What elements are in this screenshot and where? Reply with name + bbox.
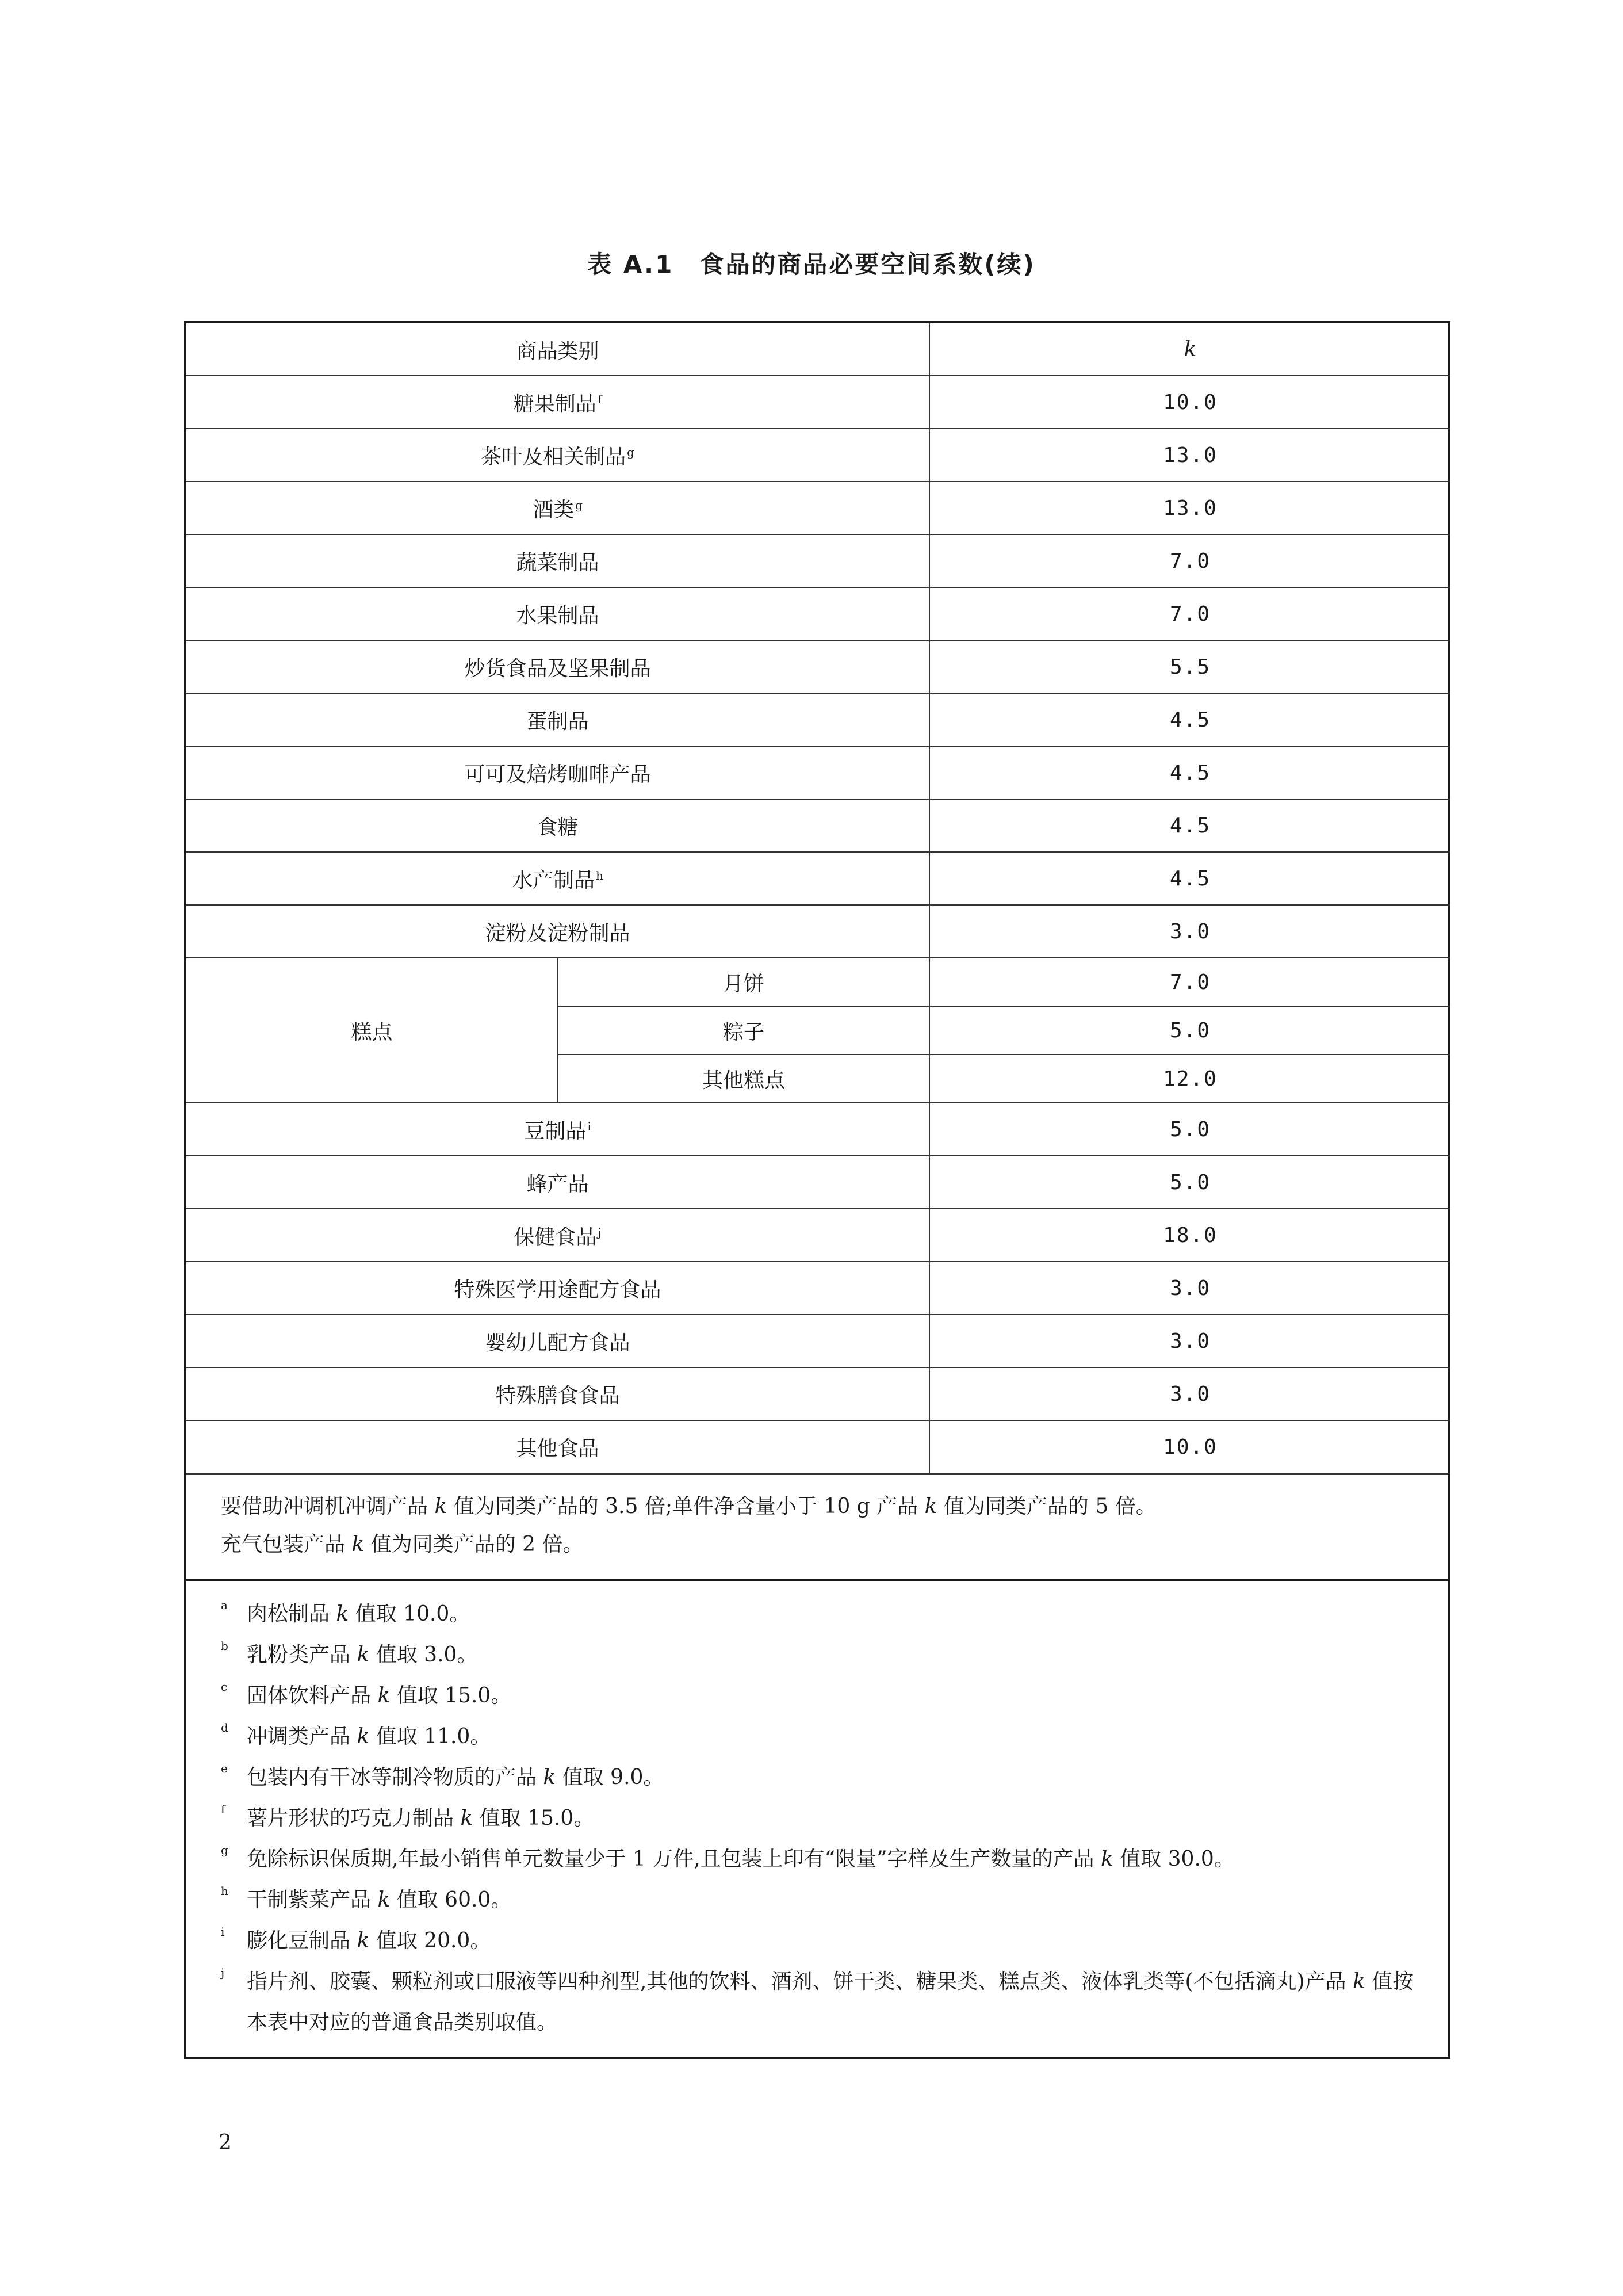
note-1-text-a: 要借助冲调机冲调产品 [221,1495,435,1518]
category-label: 可可及焙烤咖啡产品 [464,762,651,786]
footnote-text [247,1716,1431,1757]
category-label: 特殊膳食食品 [495,1384,620,1408]
table-row [186,1103,1450,1156]
footnote-letter: j [221,1966,225,1980]
category-label: 蔬菜制品 [516,551,599,575]
footnote-letter: a [221,1598,228,1612]
category-label: 豆制品 [524,1119,587,1143]
k-value-cell: 10.0 [929,1420,1450,1473]
k-value-cell: 12.0 [929,1055,1450,1103]
table-row [186,1156,1450,1209]
footnote-k: k [460,1806,473,1830]
k-value-cell: 18.0 [929,1209,1450,1262]
k-value-cell: 3.0 [929,1262,1450,1315]
footnote-text-post: 值取 15.0。 [473,1806,595,1830]
k-value-cell: 13.0 [929,482,1450,534]
category-label: 蛋制品 [526,709,589,734]
footnote-mark: f [597,392,602,406]
header-k: k [929,323,1450,376]
table-row [186,852,1450,905]
category-cell [186,640,929,693]
note-2-text-b: 值为同类产品的 2 倍。 [364,1533,584,1556]
table-row [186,746,1450,799]
footnote-k: k [377,1888,391,1912]
footnote-item [221,1798,1431,1839]
category-label: 蜂产品 [526,1172,589,1196]
k-value-cell: 7.0 [929,958,1450,1006]
page-number: 2 [219,2131,232,2154]
category-label: 婴幼儿配方食品 [485,1331,630,1355]
footnote-k: k [336,1602,349,1626]
footnote-item [221,1879,1431,1920]
note-line-2 [221,1526,1414,1564]
footnote-k: k [357,1929,370,1953]
footnote-text-pre: 膨化豆制品 [247,1929,357,1953]
note-1-k: k [434,1495,447,1518]
k-value-cell: 5.5 [929,640,1450,693]
footnote-text-post: 值取 20.0。 [369,1929,491,1953]
footnote-mark: h [596,868,603,883]
note-1-text-c: 值为同类产品的 5 倍。 [937,1495,1157,1518]
category-label: 水果制品 [516,603,599,628]
footnote-text-pre: 包装内有干冰等制冷物质的产品 [247,1766,543,1789]
footnote-mark: g [627,445,634,459]
subcategory-cell: 月饼 [558,958,929,1006]
footnote-text [247,1798,1431,1839]
category-cell [186,1156,929,1209]
category-cell [186,905,929,958]
footnote-text-post: 值取 3.0。 [369,1643,478,1667]
table-row [186,1315,1450,1367]
subcategory-cell: 其他糕点 [558,1055,929,1103]
k-value-cell: 3.0 [929,905,1450,958]
category-cell [186,429,929,482]
footnote-item [221,1961,1431,2043]
footnote-text [247,1839,1431,1879]
footnote-text-post: 值取 11.0。 [369,1725,491,1748]
footnote-text [247,1879,1431,1920]
footnote-text-post: 值取 15.0。 [390,1684,512,1707]
table-row [186,587,1450,640]
table-row [186,693,1450,746]
k-value-cell: 3.0 [929,1367,1450,1420]
subcategory-cell: 粽子 [558,1006,929,1055]
footnote-letter: f [221,1802,225,1816]
category-cell [186,1103,929,1156]
k-value-cell: 5.0 [929,1006,1450,1055]
footnote-k: k [377,1684,391,1707]
footnote-text-pre: 免除标识保质期,年最小销售单元数量少于 1 万件,且包装上印有“限量”字样及生产数量的产品 [247,1847,1101,1871]
k-value-cell: 4.5 [929,852,1450,905]
footnote-text [247,1961,1431,2043]
group-cell-pastry: 糕点 [186,958,558,1103]
footnote-mark: j [598,1225,602,1239]
table-row [186,1262,1450,1315]
footnotes [186,1579,1448,2057]
table-row-sub [186,958,1450,1006]
category-cell [186,746,929,799]
note-line-1 [221,1488,1414,1526]
footnote-item [221,1675,1431,1716]
category-cell [186,693,929,746]
category-cell [186,1420,929,1473]
table-row [186,376,1450,429]
category-cell [186,1262,929,1315]
category-cell [186,799,929,852]
note-1-text-b: 值为同类产品的 3.5 倍;单件净含量小于 10 g 产品 [447,1495,925,1518]
footnote-text [247,1920,1431,1961]
category-cell [186,1315,929,1367]
k-value-cell: 4.5 [929,746,1450,799]
k-value-cell: 5.0 [929,1156,1450,1209]
k-value-cell: 7.0 [929,534,1450,587]
footnote-text [247,1675,1431,1716]
table-row [186,905,1450,958]
footnote-text [247,1594,1431,1634]
category-label: 保健食品 [514,1225,597,1249]
footnote-text-pre: 指片剂、胶囊、颗粒剂或口服液等四种剂型,其他的饮料、酒剂、饼干类、糖果类、糕点类、液体乳类等(不包括滴丸)产品 [247,1970,1353,1993]
k-value-cell: 3.0 [929,1315,1450,1367]
footnote-text-pre: 冲调类产品 [247,1725,357,1748]
footnote-text [247,1757,1431,1798]
note-1-k2: k [924,1495,937,1518]
footnote-text-post: 值取 10.0。 [349,1602,470,1626]
footnote-letter: e [221,1762,228,1775]
footnote-text-pre: 乳粉类产品 [247,1643,357,1667]
footnote-text [247,1634,1431,1675]
footnote-item [221,1920,1431,1961]
footnote-letter: b [221,1639,228,1653]
note-2-text-a: 充气包装产品 [221,1533,352,1556]
k-value-cell: 10.0 [929,376,1450,429]
footnote-item [221,1839,1431,1879]
category-label: 特殊医学用途配方食品 [454,1278,661,1302]
table-row [186,1420,1450,1473]
footnote-text-pre: 干制紫菜产品 [247,1888,378,1912]
footnote-letter: c [221,1680,228,1694]
table-row [186,640,1450,693]
table-row [186,429,1450,482]
note-2-k: k [351,1533,365,1556]
k-value-cell: 4.5 [929,799,1450,852]
k-value-cell: 4.5 [929,693,1450,746]
k-value-cell: 5.0 [929,1103,1450,1156]
k-table-grid [186,323,1450,1474]
k-value-cell: 7.0 [929,587,1450,640]
footnote-mark: i [587,1119,591,1133]
table-row [186,1209,1450,1262]
category-cell [186,1367,929,1420]
footnote-item [221,1757,1431,1798]
footnote-k: k [1100,1847,1113,1871]
footnote-letter: d [221,1721,228,1735]
footnote-letter: g [221,1843,228,1857]
footnote-text-pre: 固体饮料产品 [247,1684,378,1707]
footnote-letter: i [221,1925,225,1939]
footnote-item [221,1594,1431,1634]
k-value-cell: 13.0 [929,429,1450,482]
table-row [186,799,1450,852]
footnote-text-post: 值取 60.0。 [390,1888,512,1912]
category-label: 食糖 [537,815,579,839]
footnote-text-post: 值按本表中对应的普通食品类别取值。 [247,1970,1414,2034]
footnote-k: k [1352,1970,1365,1993]
category-label: 炒货食品及坚果制品 [464,656,651,681]
category-cell [186,534,929,587]
footnote-mark: g [575,498,583,512]
footnote-text-pre: 薯片形状的巧克力制品 [247,1806,461,1830]
footnote-k: k [357,1643,370,1667]
category-label: 水产制品 [512,868,595,892]
footnote-k: k [543,1766,556,1789]
category-cell [186,587,929,640]
k-coefficient-table [184,321,1450,2059]
table-row [186,534,1450,587]
category-label: 淀粉及淀粉制品 [485,921,630,945]
category-cell [186,376,929,429]
category-cell [186,1209,929,1262]
table-row [186,482,1450,534]
footnote-letter: h [221,1884,228,1898]
category-label: 糖果制品 [513,392,596,416]
category-label: 茶叶及相关制品 [481,445,626,469]
footnote-text-post: 值取 30.0。 [1113,1847,1235,1871]
table-row [186,1367,1450,1420]
footnote-text-pre: 肉松制品 [247,1602,336,1626]
category-label: 酒类 [533,498,575,522]
table-header-row [186,323,1450,376]
footnote-text-post: 值取 9.0。 [556,1766,664,1789]
table-notes [186,1474,1448,1579]
table-title: 表 A.1 食品的商品必要空间系数(续) [587,250,1036,278]
category-cell [186,852,929,905]
header-category: 商品类别 [186,323,929,376]
footnote-item [221,1634,1431,1675]
category-label: 其他食品 [516,1437,599,1461]
footnote-k: k [357,1725,370,1748]
footnote-item [221,1716,1431,1757]
category-cell [186,482,929,534]
